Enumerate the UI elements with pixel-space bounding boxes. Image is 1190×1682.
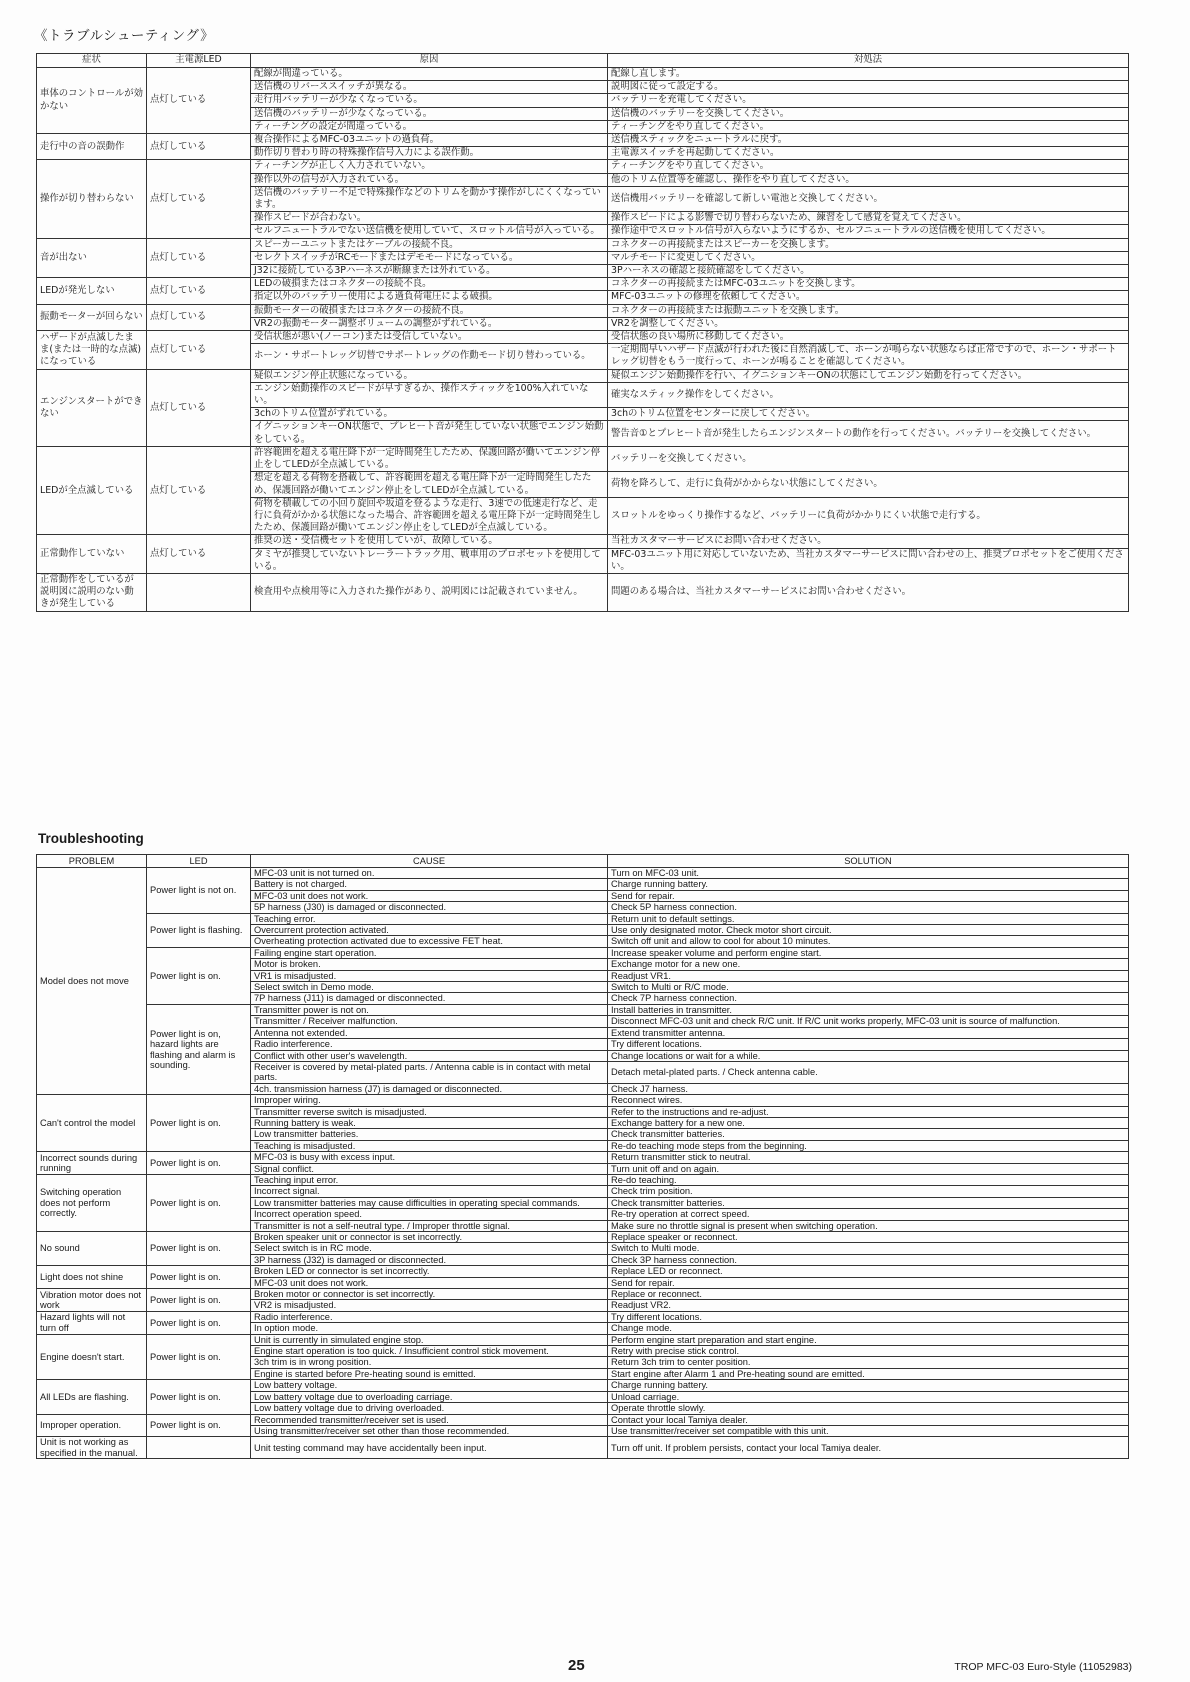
en-cause-cell: Select switch is in RC mode.: [251, 1243, 608, 1254]
en-solution-cell: Retry with precise stick control.: [608, 1346, 1129, 1357]
jp-led-cell: 点灯している: [147, 535, 251, 574]
en-solution-cell: Contact your local Tamiya dealer.: [608, 1414, 1129, 1425]
jp-cause-cell: 送信機のリバーススイッチが異なる。: [251, 81, 608, 94]
jp-symptom-cell: 音が出ない: [37, 238, 147, 278]
en-solution-cell: Disconnect MFC-03 unit and check R/C unit. If R/C unit works properly, MFC-03 unit is source of malfunction.: [608, 1016, 1129, 1027]
jp-solution-cell: 送信機用バッテリーを確認して新しい電池と交換してください。: [608, 186, 1129, 211]
jp-solution-cell: MFC-03ユニットの修理を依頼してください。: [608, 291, 1129, 304]
en-solution-cell: Replace LED or reconnect.: [608, 1266, 1129, 1277]
en-solution-cell: Turn unit off and on again.: [608, 1163, 1129, 1174]
en-problem-cell: Engine doesn't start.: [37, 1334, 147, 1380]
jp-cause-cell: 振動モーターの破損またはコネクターの接続不良。: [251, 304, 608, 317]
en-solution-cell: Use transmitter/receiver set compatible with this unit.: [608, 1425, 1129, 1436]
en-cause-cell: 4ch. transmission harness (J7) is damaged or disconnected.: [251, 1083, 608, 1094]
en-table-row: [37, 1095, 1129, 1106]
jp-led-cell: 点灯している: [147, 134, 251, 160]
en-solution-cell: Check transmitter batteries.: [608, 1197, 1129, 1208]
jp-header-solution: 対処法: [608, 54, 1129, 68]
en-solution-cell: Switch to Multi or R/C mode.: [608, 982, 1129, 993]
jp-solution-cell: 問題のある場合は、当社カスタマーサービスにお問い合わせください。: [608, 573, 1129, 611]
jp-cause-cell: 疑似エンジン停止状態になっている。: [251, 369, 608, 382]
jp-solution-cell: 疑似エンジン始動操作を行い、イグニションキーONの状態にしてエンジン始動を行ってください。: [608, 369, 1129, 382]
en-header-led: LED: [147, 855, 251, 868]
jp-solution-cell: ティーチングをやり直してください。: [608, 160, 1129, 173]
en-cause-cell: MFC-03 is busy with excess input.: [251, 1152, 608, 1163]
en-solution-cell: Try different locations.: [608, 1039, 1129, 1050]
jp-table-body: [37, 68, 1129, 612]
jp-header-cause: 原因: [251, 54, 608, 68]
en-cause-cell: MFC-03 unit is not turned on.: [251, 868, 608, 879]
en-cause-cell: Broken speaker unit or connector is set incorrectly.: [251, 1232, 608, 1243]
jp-solution-cell: 主電源スイッチを再起動してください。: [608, 147, 1129, 160]
en-led-cell: Power light is on.: [147, 1152, 251, 1175]
en-table-row: [37, 947, 1129, 958]
jp-symptom-cell: 車体のコントロールが効かない: [37, 68, 147, 134]
en-cause-cell: Radio interference.: [251, 1311, 608, 1322]
en-cause-cell: Engine start operation is too quick. / Insufficient control stick movement.: [251, 1346, 608, 1357]
en-cause-cell: Unit testing command may have accidentally been input.: [251, 1437, 608, 1459]
en-cause-cell: Teaching error.: [251, 913, 608, 924]
en-table-row: [37, 1266, 1129, 1277]
jp-cause-cell: ティーチングが正しく入力されていない。: [251, 160, 608, 173]
en-solution-cell: Switch to Multi mode.: [608, 1243, 1129, 1254]
en-cause-cell: MFC-03 unit does not work.: [251, 890, 608, 901]
en-solution-cell: Extend transmitter antenna.: [608, 1027, 1129, 1038]
en-cause-cell: 7P harness (J11) is damaged or disconnected.: [251, 993, 608, 1004]
en-cause-cell: VR1 is misadjusted.: [251, 970, 608, 981]
jp-symptom-cell: 正常動作していない: [37, 535, 147, 574]
en-cause-cell: MFC-03 unit does not work.: [251, 1277, 608, 1288]
en-solution-cell: Detach metal-plated parts. / Check antenna cable.: [608, 1061, 1129, 1083]
en-table-row: [37, 1152, 1129, 1163]
en-solution-cell: Install batteries in transmitter.: [608, 1004, 1129, 1015]
en-cause-cell: Low transmitter batteries.: [251, 1129, 608, 1140]
en-cause-cell: VR2 is misadjusted.: [251, 1300, 608, 1311]
jp-cause-cell: 想定を超える荷物を搭載して、許容範囲を超える電圧降下が一定時間発生したため、保護回路が働いてエンジン停止をしてLEDが全点滅している。: [251, 472, 608, 497]
jp-symptom-cell: 走行中の音の誤動作: [37, 134, 147, 160]
en-cause-cell: Incorrect operation speed.: [251, 1209, 608, 1220]
en-problem-cell: Light does not shine: [37, 1266, 147, 1289]
en-led-cell: Power light is not on.: [147, 868, 251, 914]
jp-symptom-cell: LEDが発光しない: [37, 278, 147, 304]
jp-cause-cell: ティーチングの設定が間違っている。: [251, 120, 608, 133]
en-solution-cell: Return 3ch trim to center position.: [608, 1357, 1129, 1368]
en-led-cell: Power light is on.: [147, 1311, 251, 1334]
en-solution-cell: Check transmitter batteries.: [608, 1129, 1129, 1140]
en-solution-cell: Readjust VR1.: [608, 970, 1129, 981]
jp-table-row: [37, 573, 1129, 611]
jp-table-row: [37, 304, 1129, 317]
jp-solution-cell: 操作途中でスロットル信号が入らないようにするか、セルフニュートラルの送信機を使用してください。: [608, 225, 1129, 238]
jp-cause-cell: 3chのトリム位置がずれている。: [251, 408, 608, 421]
jp-table-row: [37, 535, 1129, 548]
jp-led-cell: 点灯している: [147, 369, 251, 446]
jp-cause-cell: セルフニュートラルでない送信機を使用していて、スロットル信号が入っている。: [251, 225, 608, 238]
jp-cause-cell: 操作スピードが合わない。: [251, 212, 608, 225]
jp-solution-cell: 説明図に従って設定する。: [608, 81, 1129, 94]
en-cause-cell: Antenna not extended.: [251, 1027, 608, 1038]
en-solution-cell: Exchange motor for a new one.: [608, 959, 1129, 970]
en-led-cell: Power light is on.: [147, 947, 251, 1004]
en-led-cell: Power light is on.: [147, 1095, 251, 1152]
jp-cause-cell: 検査用や点検用等に入力された操作があり、説明図には記載されていません。: [251, 573, 608, 611]
en-cause-cell: Broken motor or connector is set incorrectly.: [251, 1289, 608, 1300]
en-solution-cell: Re-try operation at correct speed.: [608, 1209, 1129, 1220]
en-solution-cell: Switch off unit and allow to cool for about 10 minutes.: [608, 936, 1129, 947]
en-cause-cell: Running battery is weak.: [251, 1117, 608, 1128]
jp-cause-cell: 推奨の送・受信機セットを使用していが、故障している。: [251, 535, 608, 548]
en-led-cell: Power light is on.: [147, 1266, 251, 1289]
jp-solution-cell: ティーチングをやり直してください。: [608, 120, 1129, 133]
jp-led-cell: 点灯している: [147, 331, 251, 370]
en-solution-cell: Re-do teaching mode steps from the beginning.: [608, 1140, 1129, 1151]
jp-table-row: [37, 369, 1129, 382]
jp-cause-cell: イグニッションキーON状態で、プレヒート音が発生していない状態でエンジン始動をしている。: [251, 421, 608, 446]
en-table-row: [37, 1334, 1129, 1345]
en-table-body: [37, 868, 1129, 1459]
en-problem-cell: Model does not move: [37, 868, 147, 1095]
jp-table-row: [37, 68, 1129, 81]
en-led-cell: Power light is on.: [147, 1414, 251, 1437]
jp-header-row: [37, 54, 1129, 68]
en-cause-cell: Recommended transmitter/receiver set is used.: [251, 1414, 608, 1425]
en-cause-cell: Receiver is covered by metal-plated parts. / Antenna cable is in contact with metal parts.: [251, 1061, 608, 1083]
en-cause-cell: Improper wiring.: [251, 1095, 608, 1106]
jp-cause-cell: セレクトスイッチがRCモードまたはデモモードになっている。: [251, 251, 608, 264]
jp-symptom-cell: ハザードが点滅したまま(または一時的な点滅)になっている: [37, 331, 147, 370]
en-solution-cell: Unload carriage.: [608, 1391, 1129, 1402]
en-cause-cell: Transmitter / Receiver malfunction.: [251, 1016, 608, 1027]
jp-symptom-cell: エンジンスタートができない: [37, 369, 147, 446]
en-cause-cell: Transmitter is not a self-neutral type. / Improper throttle signal.: [251, 1220, 608, 1231]
jp-solution-cell: 受信状態の良い場所に移動してください。: [608, 331, 1129, 344]
en-table-row: [37, 1232, 1129, 1243]
jp-cause-cell: 走行用バッテリーが少なくなっている。: [251, 94, 608, 107]
en-solution-cell: Make sure no throttle signal is present when switching operation.: [608, 1220, 1129, 1231]
en-solution-cell: Charge running battery.: [608, 879, 1129, 890]
en-cause-cell: Battery is not charged.: [251, 879, 608, 890]
en-solution-cell: Replace speaker or reconnect.: [608, 1232, 1129, 1243]
jp-solution-cell: 当社カスタマーサービスにお問い合わせください。: [608, 535, 1129, 548]
en-cause-cell: Broken LED or connector is set incorrectly.: [251, 1266, 608, 1277]
jp-table-row: [37, 238, 1129, 251]
en-table-row: [37, 1380, 1129, 1391]
jp-solution-cell: 警告音①とプレヒート音が発生したらエンジンスタートの動作を行ってください。バッテリーを交換してください。: [608, 421, 1129, 446]
en-solution-cell: Turn on MFC-03 unit.: [608, 868, 1129, 879]
en-cause-cell: Low transmitter batteries may cause difficulties in operating special commands.: [251, 1197, 608, 1208]
jp-led-cell: 点灯している: [147, 160, 251, 238]
en-cause-cell: 3ch trim is in wrong position.: [251, 1357, 608, 1368]
en-led-cell: Power light is on, hazard lights are flashing and alarm is sounding.: [147, 1004, 251, 1094]
en-solution-cell: Change locations or wait for a while.: [608, 1050, 1129, 1061]
jp-led-cell: [147, 573, 251, 611]
jp-cause-cell: VR2の振動モーター調整ボリュームの調整がずれている。: [251, 317, 608, 330]
jp-cause-cell: 動作切り替わり時の特殊操作信号入力による誤作動。: [251, 147, 608, 160]
en-cause-cell: Using transmitter/receiver set other than those recommended.: [251, 1425, 608, 1436]
jp-solution-cell: コネクターの再接続または振動ユニットを交換します。: [608, 304, 1129, 317]
en-led-cell: Power light is on.: [147, 1380, 251, 1414]
en-header-solution: SOLUTION: [608, 855, 1129, 868]
footer-reference: TROP MFC-03 Euro-Style (11052983): [954, 1661, 1132, 1673]
en-problem-cell: Improper operation.: [37, 1414, 147, 1437]
jp-section-title: 《トラブルシューティング》: [34, 28, 215, 44]
en-led-cell: Power light is on.: [147, 1334, 251, 1380]
jp-header-symptom: 症状: [37, 54, 147, 68]
jp-solution-cell: コネクターの再接続またはMFC-03ユニットを交換します。: [608, 278, 1129, 291]
jp-solution-cell: バッテリーを交換してください。: [608, 446, 1129, 471]
jp-cause-cell: 送信機のバッテリーが少なくなっている。: [251, 107, 608, 120]
en-problem-cell: No sound: [37, 1232, 147, 1266]
en-troubleshooting-table: [36, 854, 1129, 1459]
jp-led-cell: 点灯している: [147, 238, 251, 278]
en-section-title: Troubleshooting: [38, 831, 144, 846]
jp-symptom-cell: 操作が切り替わらない: [37, 160, 147, 238]
jp-solution-cell: 荷物を降ろして、走行に負荷がかからない状態にしてください。: [608, 472, 1129, 497]
en-solution-cell: Reconnect wires.: [608, 1095, 1129, 1106]
jp-solution-cell: 3chのトリム位置をセンターに戻してください。: [608, 408, 1129, 421]
jp-led-cell: 点灯している: [147, 304, 251, 330]
jp-cause-cell: LEDの破損またはコネクターの接続不良。: [251, 278, 608, 291]
en-table-row: [37, 1004, 1129, 1015]
en-cause-cell: Overheating protection activated due to excessive FET heat.: [251, 936, 608, 947]
jp-cause-cell: 送信機のバッテリー不足で特殊操作などのトリムを動かす操作がしにくくなっています。: [251, 186, 608, 211]
jp-header-led: 主電源LED: [147, 54, 251, 68]
jp-table-row: [37, 446, 1129, 471]
jp-troubleshooting-table: [36, 53, 1129, 612]
en-cause-cell: Unit is currently in simulated engine stop.: [251, 1334, 608, 1345]
jp-cause-cell: エンジン始動操作のスピードが早すぎるか、操作スティックを100%入れていない。: [251, 382, 608, 407]
en-table-row: [37, 1414, 1129, 1425]
jp-led-cell: 点灯している: [147, 278, 251, 304]
en-solution-cell: Start engine after Alarm 1 and Pre-heating sound are emitted.: [608, 1368, 1129, 1379]
jp-cause-cell: 操作以外の信号が入力されている。: [251, 173, 608, 186]
en-cause-cell: 5P harness (J30) is damaged or disconnected.: [251, 902, 608, 913]
en-table-row: [37, 1289, 1129, 1300]
en-cause-cell: Low battery voltage.: [251, 1380, 608, 1391]
en-solution-cell: Change mode.: [608, 1323, 1129, 1334]
jp-symptom-cell: 正常動作をしているが説明図に説明のない動きが発生している: [37, 573, 147, 611]
en-header-cause: CAUSE: [251, 855, 608, 868]
jp-led-cell: 点灯している: [147, 446, 251, 534]
en-led-cell: Power light is flashing.: [147, 913, 251, 947]
en-cause-cell: 3P harness (J32) is damaged or disconnected.: [251, 1254, 608, 1265]
en-cause-cell: Teaching input error.: [251, 1174, 608, 1185]
en-cause-cell: Conflict with other user's wavelength.: [251, 1050, 608, 1061]
en-solution-cell: Check 7P harness connection.: [608, 993, 1129, 1004]
jp-table-row: [37, 160, 1129, 173]
en-header-row: [37, 855, 1129, 868]
en-problem-cell: Hazard lights will not turn off: [37, 1311, 147, 1334]
jp-solution-cell: 他のトリム位置等を確認し、操作をやり直してください。: [608, 173, 1129, 186]
en-problem-cell: Can't control the model: [37, 1095, 147, 1152]
en-solution-cell: Turn off unit. If problem persists, contact your local Tamiya dealer.: [608, 1437, 1129, 1459]
en-cause-cell: Teaching is misadjusted.: [251, 1140, 608, 1151]
en-solution-cell: Increase speaker volume and perform engine start.: [608, 947, 1129, 958]
en-solution-cell: Re-do teaching.: [608, 1174, 1129, 1185]
jp-led-cell: 点灯している: [147, 68, 251, 134]
en-led-cell: Power light is on.: [147, 1174, 251, 1231]
jp-cause-cell: ホーン・サポートレッグ切替でサポートレッグの作動モード切り替わっている。: [251, 344, 608, 369]
jp-solution-cell: VR2を調整してください。: [608, 317, 1129, 330]
en-solution-cell: Exchange battery for a new one.: [608, 1117, 1129, 1128]
en-led-cell: [147, 1437, 251, 1459]
jp-symptom-cell: 振動モーターが回らない: [37, 304, 147, 330]
jp-solution-cell: 確実なスティック操作をしてください。: [608, 382, 1129, 407]
en-cause-cell: Motor is broken.: [251, 959, 608, 970]
jp-cause-cell: 許容範囲を超える電圧降下が一定時間発生したため、保護回路が働いてエンジン停止をしてLEDが全点滅している。: [251, 446, 608, 471]
jp-solution-cell: 送信機のバッテリーを交換してください。: [608, 107, 1129, 120]
en-solution-cell: Perform engine start preparation and start engine.: [608, 1334, 1129, 1345]
en-problem-cell: All LEDs are flashing.: [37, 1380, 147, 1414]
jp-cause-cell: 荷物を積載しての小回り旋回や坂道を登るような走行、3速での低速走行など、走行に負荷がかかる状態になった場合、許容範囲を超える電圧降下が一定時間発生したため、保護回路が働いてエンジン停止をしてLEDが全点滅している。: [251, 497, 608, 535]
jp-solution-cell: MFC-03ユニット用に対応していないため、当社カスタマーサービスに問い合わせの上、推奨プロポセットをご使用ください。: [608, 548, 1129, 573]
en-problem-cell: Switching operation does not perform correctly.: [37, 1174, 147, 1231]
jp-cause-cell: 受信状態が悪い(ノーコン)または受信していない。: [251, 331, 608, 344]
en-cause-cell: Transmitter power is not on.: [251, 1004, 608, 1015]
en-problem-cell: Unit is not working as specified in the manual.: [37, 1437, 147, 1459]
en-cause-cell: Low battery voltage due to driving overloaded.: [251, 1403, 608, 1414]
en-problem-cell: Vibration motor does not work: [37, 1289, 147, 1312]
jp-solution-cell: コネクターの再接続またはスピーカーを交換します。: [608, 238, 1129, 251]
en-solution-cell: Check 3P harness connection.: [608, 1254, 1129, 1265]
en-cause-cell: In option mode.: [251, 1323, 608, 1334]
en-solution-cell: Check trim position.: [608, 1186, 1129, 1197]
jp-solution-cell: 一定期間早いハザード点滅が行われた後に自然消滅して、ホーンが鳴らない状態ならば正常ですので、ホーン・サポートレッグ切替をもう一度行って、ホーンが鳴ることを確認してください。: [608, 344, 1129, 369]
en-table-row: [37, 913, 1129, 924]
en-solution-cell: Send for repair.: [608, 890, 1129, 901]
en-solution-cell: Operate throttle slowly.: [608, 1403, 1129, 1414]
jp-symptom-cell: LEDが全点滅している: [37, 446, 147, 534]
jp-table-row: [37, 278, 1129, 291]
en-solution-cell: Send for repair.: [608, 1277, 1129, 1288]
en-solution-cell: Return transmitter stick to neutral.: [608, 1152, 1129, 1163]
jp-table-row: [37, 331, 1129, 344]
en-solution-cell: Try different locations.: [608, 1311, 1129, 1322]
en-solution-cell: Charge running battery.: [608, 1380, 1129, 1391]
jp-cause-cell: タミヤが推奨していないトレーラートラック用、戦車用のプロポセットを使用している。: [251, 548, 608, 573]
en-cause-cell: Incorrect signal.: [251, 1186, 608, 1197]
en-cause-cell: Signal conflict.: [251, 1163, 608, 1174]
en-solution-cell: Refer to the instructions and re-adjust.: [608, 1106, 1129, 1117]
jp-cause-cell: スピーカーユニットまたはケーブルの接続不良。: [251, 238, 608, 251]
en-cause-cell: Engine is started before Pre-heating sound is emitted.: [251, 1368, 608, 1379]
en-problem-cell: Incorrect sounds during running: [37, 1152, 147, 1175]
jp-cause-cell: 複合操作によるMFC-03ユニットの過負荷。: [251, 134, 608, 147]
en-cause-cell: Overcurrent protection activated.: [251, 925, 608, 936]
jp-solution-cell: 操作スピードによる影響で切り替わらないため、練習をして感覚を覚えてください。: [608, 212, 1129, 225]
jp-solution-cell: マルチモードに変更してください。: [608, 251, 1129, 264]
en-solution-cell: Return unit to default settings.: [608, 913, 1129, 924]
en-led-cell: Power light is on.: [147, 1232, 251, 1266]
en-table-row: [37, 868, 1129, 879]
en-cause-cell: Low battery voltage due to overloading carriage.: [251, 1391, 608, 1402]
jp-table-row: [37, 134, 1129, 147]
en-solution-cell: Use only designated motor. Check motor short circuit.: [608, 925, 1129, 936]
jp-solution-cell: 配線し直します。: [608, 68, 1129, 81]
en-cause-cell: Select switch in Demo mode.: [251, 982, 608, 993]
jp-solution-cell: スロットルをゆっくり操作するなど、バッテリーに負荷がかかりにくい状態で走行する。: [608, 497, 1129, 535]
en-solution-cell: Check 5P harness connection.: [608, 902, 1129, 913]
en-table-row: [37, 1437, 1129, 1459]
jp-cause-cell: J32に接続している3Pハーネスが断線または外れている。: [251, 265, 608, 278]
jp-solution-cell: 送信機スティックをニュートラルに戻す。: [608, 134, 1129, 147]
page-number: 25: [568, 1657, 585, 1674]
en-cause-cell: Transmitter reverse switch is misadjusted.: [251, 1106, 608, 1117]
en-cause-cell: Radio interference.: [251, 1039, 608, 1050]
en-solution-cell: Readjust VR2.: [608, 1300, 1129, 1311]
en-solution-cell: Check J7 harness.: [608, 1083, 1129, 1094]
en-table-row: [37, 1174, 1129, 1185]
en-solution-cell: Replace or reconnect.: [608, 1289, 1129, 1300]
jp-solution-cell: バッテリーを充電してください。: [608, 94, 1129, 107]
jp-cause-cell: 指定以外のバッテリー使用による過負荷電圧による破損。: [251, 291, 608, 304]
en-table-row: [37, 1311, 1129, 1322]
en-cause-cell: Failing engine start operation.: [251, 947, 608, 958]
en-led-cell: Power light is on.: [147, 1289, 251, 1312]
jp-solution-cell: 3Pハーネスの確認と接続確認をしてください。: [608, 265, 1129, 278]
jp-cause-cell: 配線が間違っている。: [251, 68, 608, 81]
en-header-problem: PROBLEM: [37, 855, 147, 868]
